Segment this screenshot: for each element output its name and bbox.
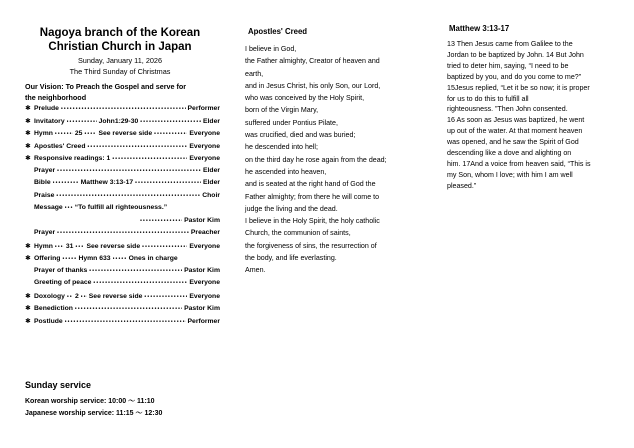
standing-mark: ✱ — [25, 242, 31, 250]
standing-mark: ✱ — [25, 105, 31, 112]
order-label: Prayer — [34, 229, 56, 236]
standing-mark: ✱ — [25, 117, 31, 125]
order-label: Prelude — [34, 105, 59, 112]
church-title-line2: Christian Church in Japan — [48, 41, 192, 53]
standing-mark: ✱ — [25, 155, 31, 162]
creed-line: born of the Virgin Mary, — [245, 106, 319, 115]
order-reference: Matthew 3:13-17 — [80, 179, 134, 186]
creed-line: he descended into hell; — [245, 143, 318, 152]
creed-line: he ascended into heaven, — [245, 167, 327, 176]
order-item-prelude — [25, 104, 220, 117]
scripture-line: 16 As soon as Jesus was baptized, he went — [447, 116, 585, 125]
order-leader: Elder — [203, 166, 220, 174]
order-leader: Pastor Kim — [184, 305, 220, 312]
standing-mark: ✱ — [25, 255, 31, 262]
order-leader: Performer — [187, 105, 220, 112]
creed-line: and is seated at the right hand of God the — [245, 180, 376, 189]
order-label: Hymn — [34, 130, 53, 137]
order-label: Prayer — [34, 166, 56, 174]
order-reference: John1:29-30 — [98, 117, 139, 125]
creed-line: judge the living and the dead. — [245, 204, 338, 213]
standing-mark: ✱ — [25, 142, 31, 150]
order-item-message — [25, 204, 220, 217]
sunday-service-heading: Sunday service — [25, 380, 92, 390]
order-item-responsive-readings — [25, 154, 220, 167]
hymn-note: See reverse side — [98, 130, 153, 137]
vision-line2: the neighborhood — [25, 93, 87, 102]
scripture-line: descending like a dove and alighting on — [447, 149, 572, 158]
hymn-number: 2 — [74, 292, 79, 300]
order-label: Responsive readings: 1 — [34, 155, 111, 162]
vision-line1: Our Vision: To Preach the Gospel and serve for — [25, 82, 187, 91]
church-title-line1: Nagoya branch of the Korean — [39, 27, 201, 39]
hymn-number: 31 — [65, 242, 74, 250]
standing-mark: ✱ — [25, 130, 31, 137]
order-label: Offering — [34, 255, 61, 262]
standing-mark: ✱ — [25, 305, 31, 312]
order-item-doxology — [25, 292, 220, 305]
order-item-prayer — [25, 167, 220, 180]
creed-line: I believe in the Holy Spirit, the holy catholic — [245, 217, 380, 226]
offering-leader: Ones in charge — [128, 255, 178, 262]
creed-line: and in Jesus Christ, his only Son, our Lord, — [245, 81, 381, 90]
creed-line: Father almighty; from there he will come to — [245, 192, 380, 201]
order-item-benediction — [25, 304, 220, 317]
order-item-postlude — [25, 317, 220, 330]
order-item-invitatory — [25, 117, 220, 130]
order-item-offering — [25, 254, 220, 267]
scripture-line: him. 17And a voice from heaven said, “This is — [447, 159, 591, 168]
creed-line: the body, and life everlasting. — [245, 254, 337, 263]
order-leader: Everyone — [189, 279, 220, 286]
order-leader: Everyone — [189, 142, 220, 150]
vision-statement — [25, 81, 220, 103]
scripture-line: was opened, and he saw the Spirit of God — [447, 138, 579, 147]
creed-line: Amen. — [245, 266, 266, 275]
order-label: Prayer of thanks — [34, 266, 88, 274]
creed-line: the forgiveness of sins, the resurrection of — [245, 241, 377, 250]
order-label: Benediction — [34, 305, 73, 312]
creed-line: I believe in God, — [245, 45, 297, 53]
order-leader: Pastor Kim — [184, 216, 220, 224]
order-leader: Choir — [202, 191, 220, 199]
creed-line: Church, the communion of saints, — [245, 229, 351, 238]
scripture-line: baptized by you, and do you come to me?” — [447, 72, 582, 81]
apostles-creed-heading: Apostles' Creed — [248, 27, 308, 36]
order-label: Praise — [34, 191, 55, 199]
sermon-title: “To fulfill all righteousness.” — [74, 204, 168, 211]
hymn-number: 25 — [74, 130, 83, 137]
order-label: Greeting of peace — [34, 279, 92, 286]
order-label: Hymn — [34, 242, 53, 250]
order-item-hymn-2 — [25, 242, 220, 255]
standing-mark: ✱ — [25, 317, 31, 325]
scripture-line: up out of the water. At that moment heaven — [447, 127, 583, 136]
scripture-heading: Matthew 3:13-17 — [449, 24, 510, 33]
order-item-hymn-1 — [25, 129, 220, 142]
liturgical-sunday: The Third Sunday of Christmas — [69, 67, 171, 76]
scripture-line: tried to deter him, saying, “I need to be — [447, 61, 569, 70]
church-title — [25, 26, 215, 54]
order-leader: Elder — [203, 179, 220, 186]
order-item-greeting-of-peace — [25, 279, 220, 292]
order-leader: Elder — [203, 117, 220, 125]
order-label: Bible — [34, 179, 51, 186]
order-leader: Performer — [187, 317, 220, 325]
creed-line: who was conceived by the Holy Spirit, — [245, 94, 365, 103]
order-label: Message — [34, 204, 63, 211]
creed-line: earth, — [245, 69, 264, 78]
order-label: Apostles' Creed — [34, 142, 86, 150]
order-leader: Everyone — [189, 242, 220, 250]
creed-line: suffered under Pontius Pilate, — [245, 118, 338, 127]
order-item-prayer-2 — [25, 229, 220, 242]
offering-hymn: Hymn 633 — [78, 255, 111, 262]
order-label: Invitatory — [34, 117, 65, 125]
scripture-line: pleased.” — [447, 181, 477, 190]
scripture-line: righteousness. ”Then John consented. — [447, 105, 568, 114]
hymn-note: See reverse side — [86, 242, 141, 250]
order-item-bible — [25, 179, 220, 192]
scripture-line: 13 Then Jesus came from Galilee to the — [447, 40, 573, 48]
order-of-worship — [25, 104, 220, 329]
scripture-text — [447, 39, 617, 192]
service-date: Sunday, January 11, 2026 — [77, 56, 163, 65]
hymn-note: See reverse side — [88, 292, 143, 300]
order-leader: Everyone — [189, 130, 220, 137]
scripture-line: for us to do this to fulfill all — [447, 94, 529, 103]
scripture-line: 15Jesus replied, “Let it be so now; it is proper — [447, 83, 590, 92]
order-leader: Everyone — [189, 155, 220, 162]
order-item-praise — [25, 192, 220, 205]
scripture-line: my Son, whom I love; with him I am well — [447, 170, 573, 179]
order-leader: Pastor Kim — [184, 266, 220, 274]
creed-line: was crucified, died and was buried; — [245, 131, 356, 140]
standing-mark: ✱ — [25, 292, 31, 300]
order-leader: Preacher — [190, 229, 220, 236]
order-item-message-preacher — [25, 217, 220, 230]
korean-service-time: Korean worship service: 10:00 ～ 11:10 — [25, 398, 155, 405]
creed-line: on the third day he rose again from the dead; — [245, 155, 387, 164]
order-label: Doxology — [34, 292, 65, 300]
apostles-creed-text — [245, 43, 430, 277]
order-item-apostles-creed — [25, 142, 220, 155]
order-leader: Everyone — [189, 292, 220, 300]
creed-line: the Father almighty, Creator of heaven and — [245, 57, 380, 66]
order-item-prayer-of-thanks — [25, 267, 220, 280]
japanese-service-time: Japanese worship service: 11:15 ～ 12:30 — [25, 410, 163, 417]
order-label: Postlude — [34, 317, 63, 325]
scripture-line: Jordan to be baptized by John. 14 But John — [447, 50, 584, 59]
